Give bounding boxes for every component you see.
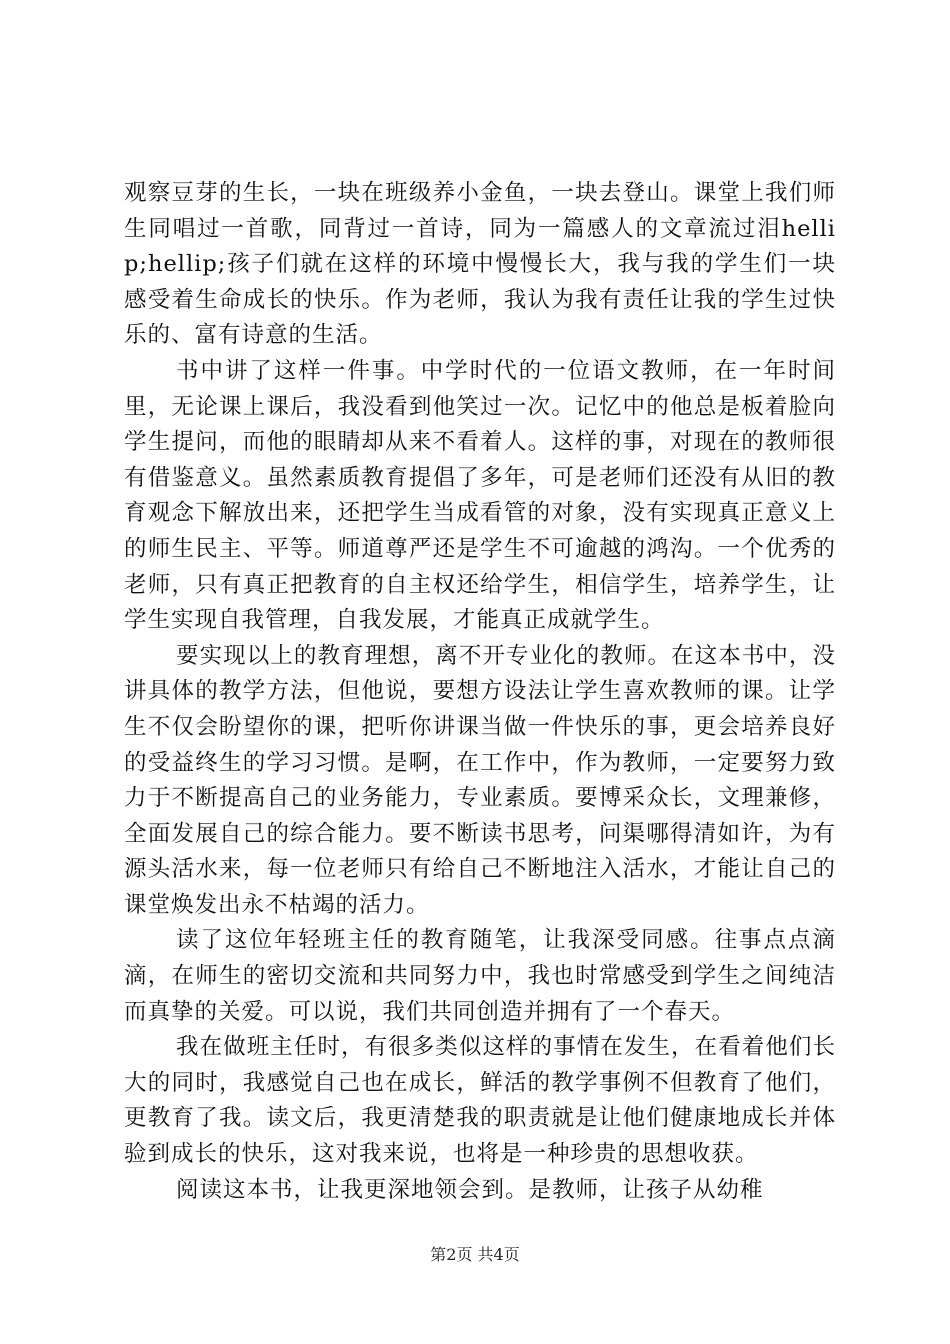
paragraph-continuation: 观察豆芽的生长，一块在班级养小金鱼，一块去登山。课堂上我们师生同唱过一首歌，同背过一首诗，同为一篇感人的文章流过泪hellip;hellip;孩子们就在这样的环境中慢慢长大，我与我的学生们一块感受着生命成长的快乐。作为老师，我认为我有责任让我的学生过快乐的、富有诗意的生活。 bbox=[124, 180, 836, 349]
paragraph: 阅读这本书，让我更深地领会到。是教师，让孩子从幼稚 bbox=[176, 1176, 764, 1203]
page-number-footer: 第2页 共4页 bbox=[430, 1245, 520, 1264]
paragraph: 我在做班主任时，有很多类似这样的事情在发生，在看着他们长大的同时，我感觉自己也在成长，鲜活的教学事例不但教育了他们，更教育了我。读文后，我更清楚我的职责就是让他们健康地成长并体验到成长的快乐，这对我来说，也将是一种珍贵的思想收获。 bbox=[124, 1034, 836, 1168]
paragraph: 要实现以上的教育理想，离不开专业化的教师。在这本书中，没讲具体的教学方法，但他说，要想方设法让学生喜欢教师的课。让学生不仅会盼望你的课，把听你讲课当做一件快乐的事，更会培养良好的受益终生的学习习惯。是啊，在工作中，作为教师，一定要努力致力于不断提高自己的业务能力，专业素质。要博采众长，文理兼修，全面发展自己的综合能力。要不断读书思考，问渠哪得清如许，为有源头活水来，每一位老师只有给自己不断地注入活水，才能让自己的课堂焕发出永不枯竭的活力。 bbox=[124, 642, 836, 918]
paragraph: 读了这位年轻班主任的教育随笔，让我深受同感。往事点点滴滴，在师生的密切交流和共同努力中，我也时常感受到学生之间纯洁而真挚的关爱。可以说，我们共同创造并拥有了一个春天。 bbox=[124, 927, 836, 1025]
document-body bbox=[124, 176, 836, 1208]
paragraph: 书中讲了这样一件事。中学时代的一位语文教师，在一年时间里，无论课上课后，我没看到他笑过一次。记忆中的他总是板着脸向学生提问，而他的眼睛却从来不看着人。这样的事，对现在的教师很有借鉴意义。虽然素质教育提倡了多年，可是老师们还没有从旧的教育观念下解放出来，还把学生当成看管的对象，没有实现真正意义上的师生民主、平等。师道尊严还是学生不可逾越的鸿沟。一个优秀的老师，只有真正把教育的自主权还给学生，相信学生，培养学生，让学生实现自我管理，自我发展，才能真正成就学生。 bbox=[124, 357, 836, 634]
